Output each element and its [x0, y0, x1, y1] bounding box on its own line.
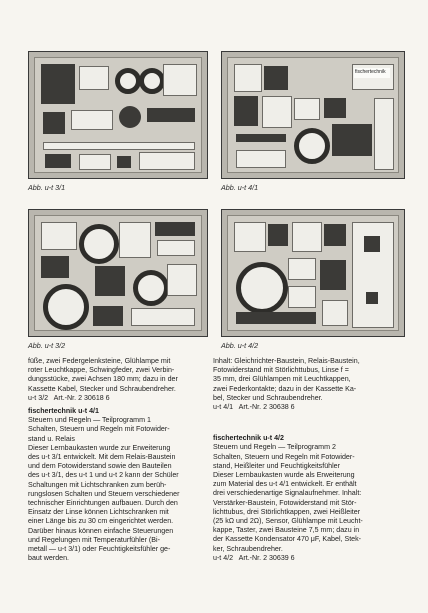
product-photo-ut-3-2 [28, 209, 208, 337]
text-line: baut werden. [28, 554, 70, 563]
text-line: 35 mm, drei Glühlampen mit Leuchtkappen, [213, 375, 351, 384]
text-line: und dem Fotowiderstand sowie den Bauteilen [28, 462, 172, 471]
section-heading: fischertechnik u-t 4/2 [213, 434, 284, 443]
text-line: Schalten, Steuern und Regeln mit Fotowider- [213, 452, 355, 461]
text-line: kappe, Taster, zwei Bausteine 7,5 mm; dazu in [213, 526, 360, 535]
text-line: füße, zwei Federgelenksteine, Glühlampe mit [28, 357, 171, 365]
text-line: Dieser Lernbaukasten wurde zur Erweiterung [28, 443, 171, 452]
text-line: drei verschiedenartige Signalaufnehmer. Inhalt: [213, 489, 362, 498]
article-number: u-t 3/2 Art.-Nr. 2 30618 6 [28, 393, 110, 402]
text-line: Fotowiderstand mit Störlichttubus, Linse f = [213, 366, 349, 375]
text-line: einer Länge bis zu 30 cm eingerichtet werden. [28, 517, 174, 526]
text-line: rungslosen Schalten und Steuern verschiedener [28, 489, 180, 498]
text-line: lichttubus, drei Störlichtkappen, zwei Heißleiter [213, 507, 361, 516]
text-line: Steuern und Regeln — Teilprogramm 1 [28, 416, 151, 425]
text-line: der Kassette Kondensator 470 μF, Kabel, Stek- [213, 535, 362, 544]
text-line: dungsstücke, zwei Achsen 180 mm; dazu in der [28, 375, 178, 384]
product-photo-ut-3-1 [28, 51, 208, 179]
text-line: roter Leuchtkappe, Schwingfeder, zwei Verbin- [28, 366, 175, 375]
text-line: Schaltungen mit Lichtschranken zum berüh- [28, 480, 167, 489]
figure-caption: Abb. u-t 3/2 [28, 341, 66, 350]
text-line: Verstärker-Baustein, Fotowiderstand mit Stör- [213, 498, 357, 507]
figure-caption: Abb. u-t 4/1 [221, 183, 259, 192]
fischertechnik-badge: fischertechnik [354, 68, 390, 78]
text-line: des u-t 3/1, des u-t 1 und u-t 2 kann der Schüler [28, 471, 179, 480]
text-column-left [28, 357, 222, 563]
article-number: u-t 4/2 Art.-Nr. 2 30639 6 [213, 553, 295, 562]
text-line: stand u. Relais [28, 434, 75, 443]
kit-tray [227, 215, 399, 331]
text-line: Dieser Lernbaukasten wurde als Erweiterung [213, 471, 355, 480]
figure-caption: Abb. u-t 3/1 [28, 183, 66, 192]
text-line: technischer Einrichtungen aufbauen. Durch den [28, 499, 178, 508]
text-line: zum Material des u-t 4/1 entwickelt. Er enthält [213, 480, 357, 489]
text-line: Schalten, Steuern und Regeln mit Fotowider- [28, 425, 170, 434]
kit-tray [34, 57, 202, 173]
text-line: Darüber hinaus können einfache Steuerungen [28, 526, 174, 535]
text-line: Kassette Kabel, Stecker und Schraubendreher. [28, 384, 176, 393]
text-line: Steuern und Regeln — Teilprogramm 2 [213, 443, 336, 452]
text-line: (25 kΩ und 2Ω), Sensor, Glühlampe mit Leucht- [213, 517, 363, 526]
text-line: und Regelungen mit Temperaturfühler (Bi- [28, 535, 160, 544]
text-line: metall — u-t 3/1) oder Feuchtigkeitsfühler ge- [28, 545, 171, 554]
text-line: ker, Schraubendreher. [213, 544, 283, 553]
text-line: bel, Stecker und Schraubendreher. [213, 393, 323, 402]
text-column-right [213, 357, 407, 563]
product-photo-ut-4-1 [221, 51, 405, 179]
text-line: stand, Heißleiter und Feuchtigkeitsfühler [213, 461, 340, 470]
kit-tray [34, 215, 202, 331]
text-line: Inhalt: Gleichrichter-Baustein, Relais-Baustein, [213, 357, 360, 365]
kit-tray [227, 57, 399, 173]
figure-caption: Abb. u-t 4/2 [221, 341, 259, 350]
section-heading: fischertechnik u-t 4/1 [28, 407, 99, 416]
product-photo-ut-4-2 [221, 209, 405, 337]
text-line: zwei Federkontakte; dazu in der Kassette Ka- [213, 384, 357, 393]
text-line: Einsatz der Linse können Lichtschranken mit [28, 508, 169, 517]
text-line: des u-t 3/1 entwickelt. Mit dem Relais-Baustein [28, 453, 176, 462]
article-number: u-t 4/1 Art.-Nr. 2 30638 6 [213, 403, 295, 412]
